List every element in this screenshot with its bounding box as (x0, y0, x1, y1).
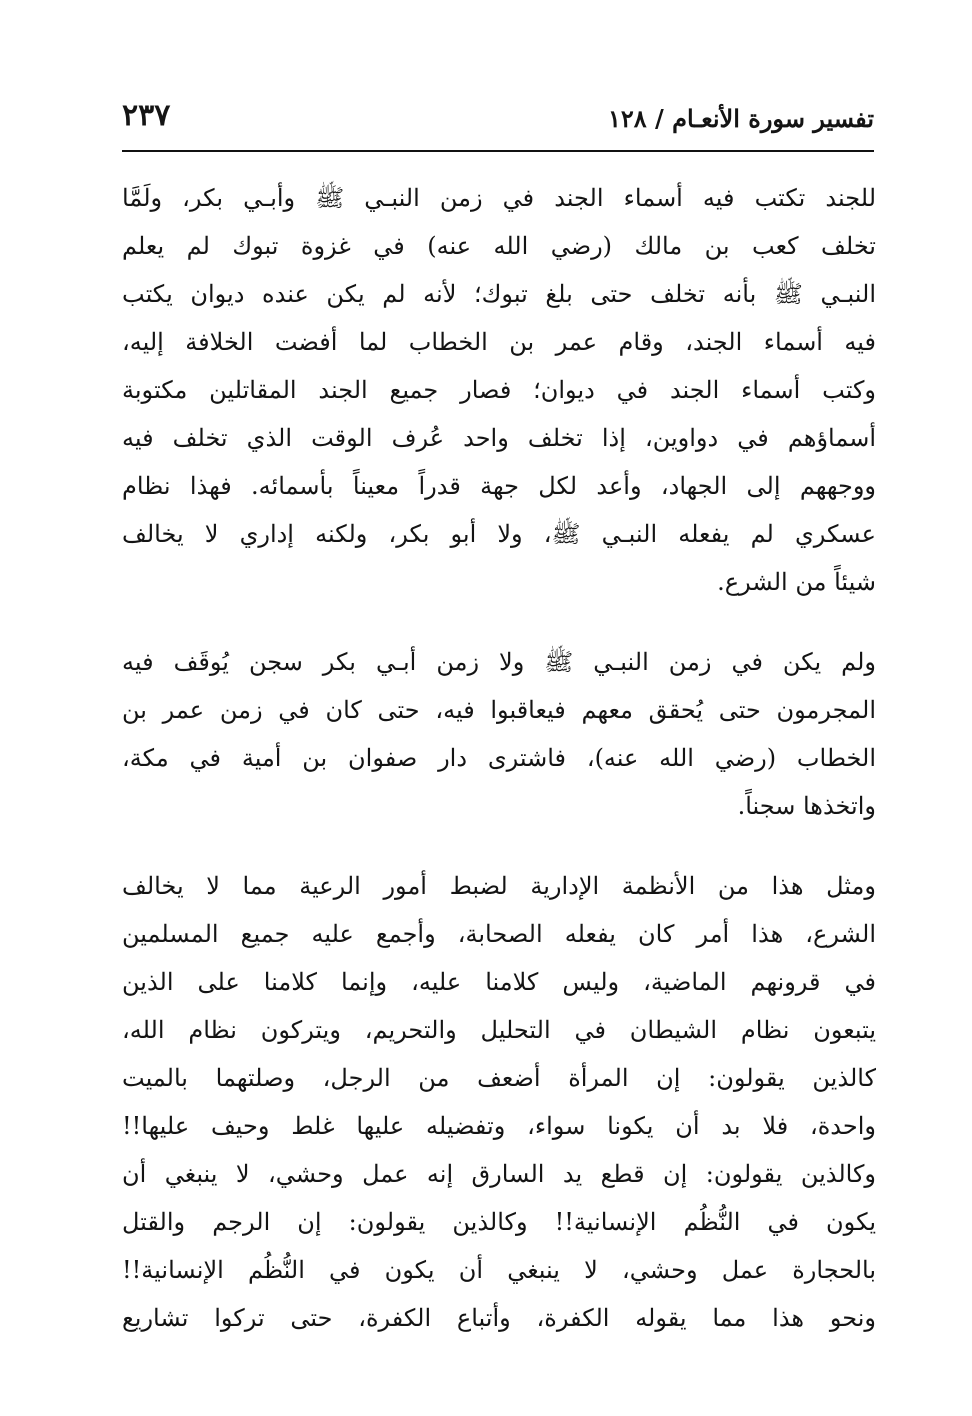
text-line: المجرمون حتى يُحقق معهم فيعاقبوا فيه، حتى كان في زمن عمر بن (122, 696, 876, 724)
page-number: ٢٣٧ (122, 98, 171, 133)
header-rule (122, 150, 874, 152)
text-line: ولم يكن في زمن النبـي ﷺ ولا زمن أبـي بكر سجن يُوقَف فيه (122, 648, 876, 676)
text-line: كالذين يقولون: إن المرأة أضعف من الرجل، وصلتهما بالميت (122, 1064, 876, 1092)
text-line: النبـي ﷺ بأنه تخلف حتى بلغ تبوك؛ لأنه لم يكن عنده ديوان يكتب (122, 280, 876, 308)
paragraph-spacer (122, 830, 876, 862)
text-line: تخلف كعب بن مالك (رضي الله عنه) في غزوة تبوك لم يعلم (122, 232, 876, 260)
running-title: تفسير سورة الأنعـام / ١٢٨ (607, 104, 874, 133)
text-line: وكتب أسماء الجند في ديوان؛ فصار جميع الجند المقاتلين مكتوبة (122, 376, 876, 404)
text-line: واحدة، فلا بد أن يكونا سواء، وتفضيله عليها غلط وحيف عليها!! (122, 1112, 876, 1140)
text-line: فيه أسماء الجند، وقام عمر بن الخطاب لما أفضت الخلافة إليه، (122, 328, 876, 356)
text-line: ومثل هذا من الأنظمة الإدارية لضبط أمور الرعية مما لا يخالف (122, 872, 876, 900)
text-line: الخطاب (رضي الله عنه)، فاشترى دار صفوان بن أمية في مكة، (122, 744, 876, 772)
text-line: ونحو هذا مما يقوله الكفرة، وأتباع الكفرة، حتى تركوا تشاريع (122, 1304, 876, 1332)
text-line: للجند تكتب فيه أسماء الجند في زمن النبـي ﷺ وأبـي بكر، ولَمَّا (122, 184, 876, 212)
text-line: عسكري لم يفعله النبـي ﷺ، ولا أبو بكر، ولكنه إداري لا يخالف (122, 520, 876, 548)
text-line: شيئاً من الشرع. (717, 568, 876, 596)
text-line: الشرع، هذا أمر كان يفعله الصحابة، وأجمع عليه جميع المسلمين (122, 920, 876, 948)
paragraph-2 (122, 638, 876, 830)
body-text (122, 174, 876, 1342)
text-line: أسماؤهم في دواوين، إذا تخلف واحد عُرف الوقت الذي تخلف فيه (122, 424, 876, 452)
paragraph-1 (122, 174, 876, 606)
text-line: بالحجارة عمل وحشي، لا ينبغي أن يكون في النُّظُم الإنسانية!! (122, 1256, 876, 1284)
paragraph-3 (122, 862, 876, 1342)
page-header (122, 96, 874, 148)
paragraph-spacer (122, 606, 876, 638)
text-line: وكالذين يقولون: إن قطع يد السارق إنه عمل وحشي، لا ينبغي أن (122, 1160, 876, 1188)
text-line: يتبعون نظام الشيطان في التحليل والتحريم، ويتركون نظام الله، (122, 1016, 876, 1044)
text-line: يكون في النُّظُم الإنسانية!! وكالذين يقولون: إن الرجم والقتل (122, 1208, 876, 1236)
text-line: ووجههم إلى الجهاد، وأعد لكل جهة قدراً معيناً بأسمائه. فهذا نظام (122, 472, 876, 500)
text-line: في قرونهم الماضية، وليس كلامنا عليه، وإنما كلامنا على الذين (122, 968, 876, 996)
text-line: واتخذها سجناً. (737, 792, 876, 820)
